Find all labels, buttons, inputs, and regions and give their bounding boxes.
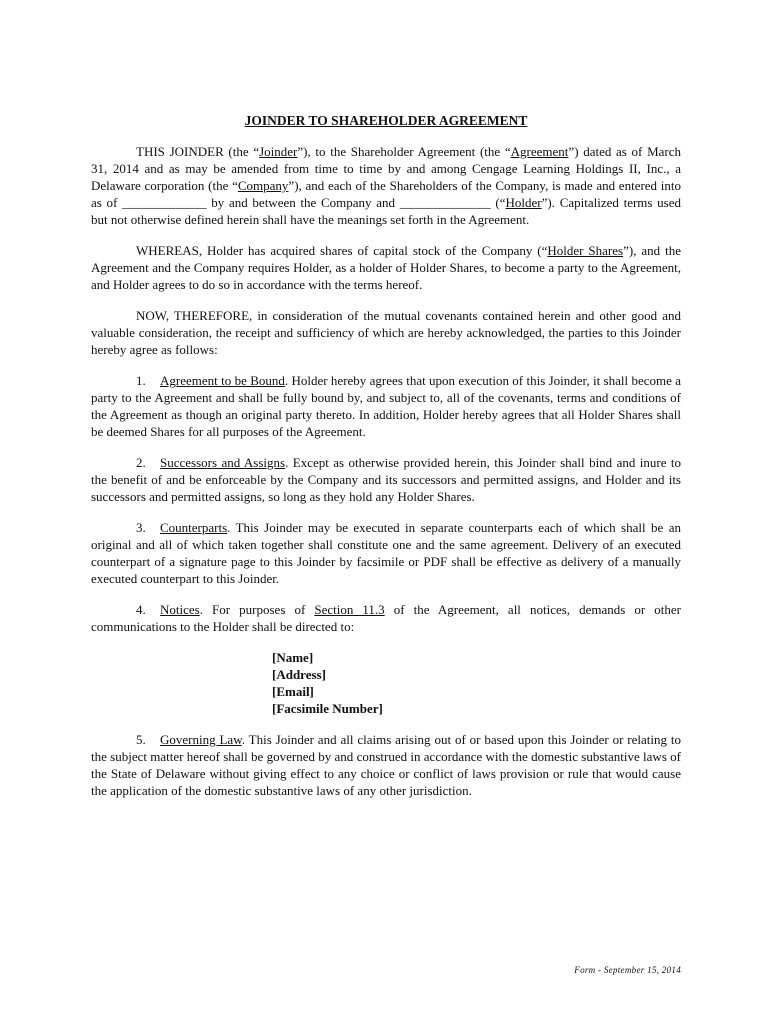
intro-text-c: ”) dated as of March 31, 2014 and as may be amended from time to time by and among Cengage Learning Holdings II, Inc., a Delaware corporation (the “ (91, 144, 681, 193)
section-text: . This Joinder and all claims arising out of or based upon this Joinder or relating to the subject matter hereof shall be governed by and construed in accordance with the domestic substantive laws of the State of Delaware without giving effect to any choice or conflict of laws provision or rule that would cause the application of the domestic substantive laws of any other jurisdiction. (91, 732, 682, 798)
section-text: . Holder hereby agrees that upon execution of this Joinder, it shall become a party to the Agreement and shall be fully bound by, and subject to, all of the covenants, terms and conditions of the Agreement as though an original party thereto. In addition, Holder hereby agrees that all Holder Shares shall be deemed Shares for all purposes of the Agreement. (91, 373, 681, 439)
section-4 (91, 601, 681, 635)
section-number: 3. (136, 520, 146, 535)
address-line-email: [Email] (272, 684, 314, 699)
section-number: 5. (136, 732, 146, 747)
agreement-defined-term: Agreement (510, 144, 569, 159)
holder-defined-term: Holder (505, 195, 542, 210)
intro-paragraph (91, 143, 681, 228)
whereas-text-b: ”), and the Agreement and the Company requires Holder, as a holder of Holder Shares, to become a party to the Agreement, and Holder agrees to do so in accordance with the terms hereof. (91, 243, 681, 292)
address-line-address: [Address] (272, 667, 326, 682)
section-heading: Agreement to be Bound (160, 373, 285, 388)
section-number: 4. (136, 602, 146, 617)
section-heading: Counterparts (160, 520, 228, 535)
section-2 (91, 454, 681, 505)
section-number: 1. (136, 373, 146, 388)
section-number: 2. (136, 455, 146, 470)
section-text: . This Joinder may be executed in separate counterparts each of which shall be an original and all of which taken together shall constitute one and the same agreement. Delivery of an executed counterpart of a signature page to this Joinder by facsimile or PDF shall be effective as delivery of a manually executed counterpart to this Joinder. (91, 520, 681, 586)
section-heading: Governing Law (160, 732, 242, 747)
intro-text-e: ”). Capitalized terms used but not otherwise defined herein shall have the meanings set forth in the Agreement. (91, 195, 681, 227)
now-therefore-paragraph: NOW, THEREFORE, in consideration of the mutual covenants contained herein and other good and valuable consideration, the receipt and sufficiency of which are hereby acknowledged, the parties to this Joinder hereby agree as follows: (91, 308, 681, 357)
form-date-footer: Form - September 15, 2014 (574, 965, 681, 975)
address-line-name: [Name] (272, 650, 314, 665)
section-1 (91, 372, 681, 440)
section-heading: Notices (160, 602, 200, 617)
section-5 (91, 731, 681, 799)
intro-text-b: ”), to the Shareholder Agreement (the “ (297, 144, 511, 159)
intro-text-d: ”), and each of the Shareholders of the Company, is made and entered into as of _____________ by and between the Company and ______________ (“ (91, 178, 681, 210)
whereas-paragraph (91, 242, 681, 293)
address-line-facsimile: [Facsimile Number] (272, 701, 383, 716)
whereas-text-a: WHEREAS, Holder has acquired shares of capital stock of the Company (“ (136, 243, 548, 258)
holder-shares-defined-term: Holder Shares (547, 243, 624, 258)
notice-address-block (272, 649, 681, 717)
joinder-defined-term: Joinder (259, 144, 298, 159)
section-text-a: . For purposes of (199, 602, 315, 617)
section-text-b: of the Agreement, all notices, demands or other communications to the Holder shall be directed to: (91, 602, 682, 634)
section-3 (91, 519, 681, 587)
document-title: JOINDER TO SHAREHOLDER AGREEMENT (244, 113, 528, 128)
section-reference: Section 11.3 (314, 602, 385, 617)
document-body (91, 112, 681, 813)
section-heading: Successors and Assigns (160, 455, 286, 470)
intro-text-a: THIS JOINDER (the “ (136, 144, 260, 159)
company-defined-term: Company (237, 178, 289, 193)
section-text: . Except as otherwise provided herein, this Joinder shall bind and inure to the benefit of and be enforceable by the Company and its successors and permitted assigns, and Holder and its successors and permitted assigns, so long as they hold any Holder Shares. (91, 455, 682, 504)
